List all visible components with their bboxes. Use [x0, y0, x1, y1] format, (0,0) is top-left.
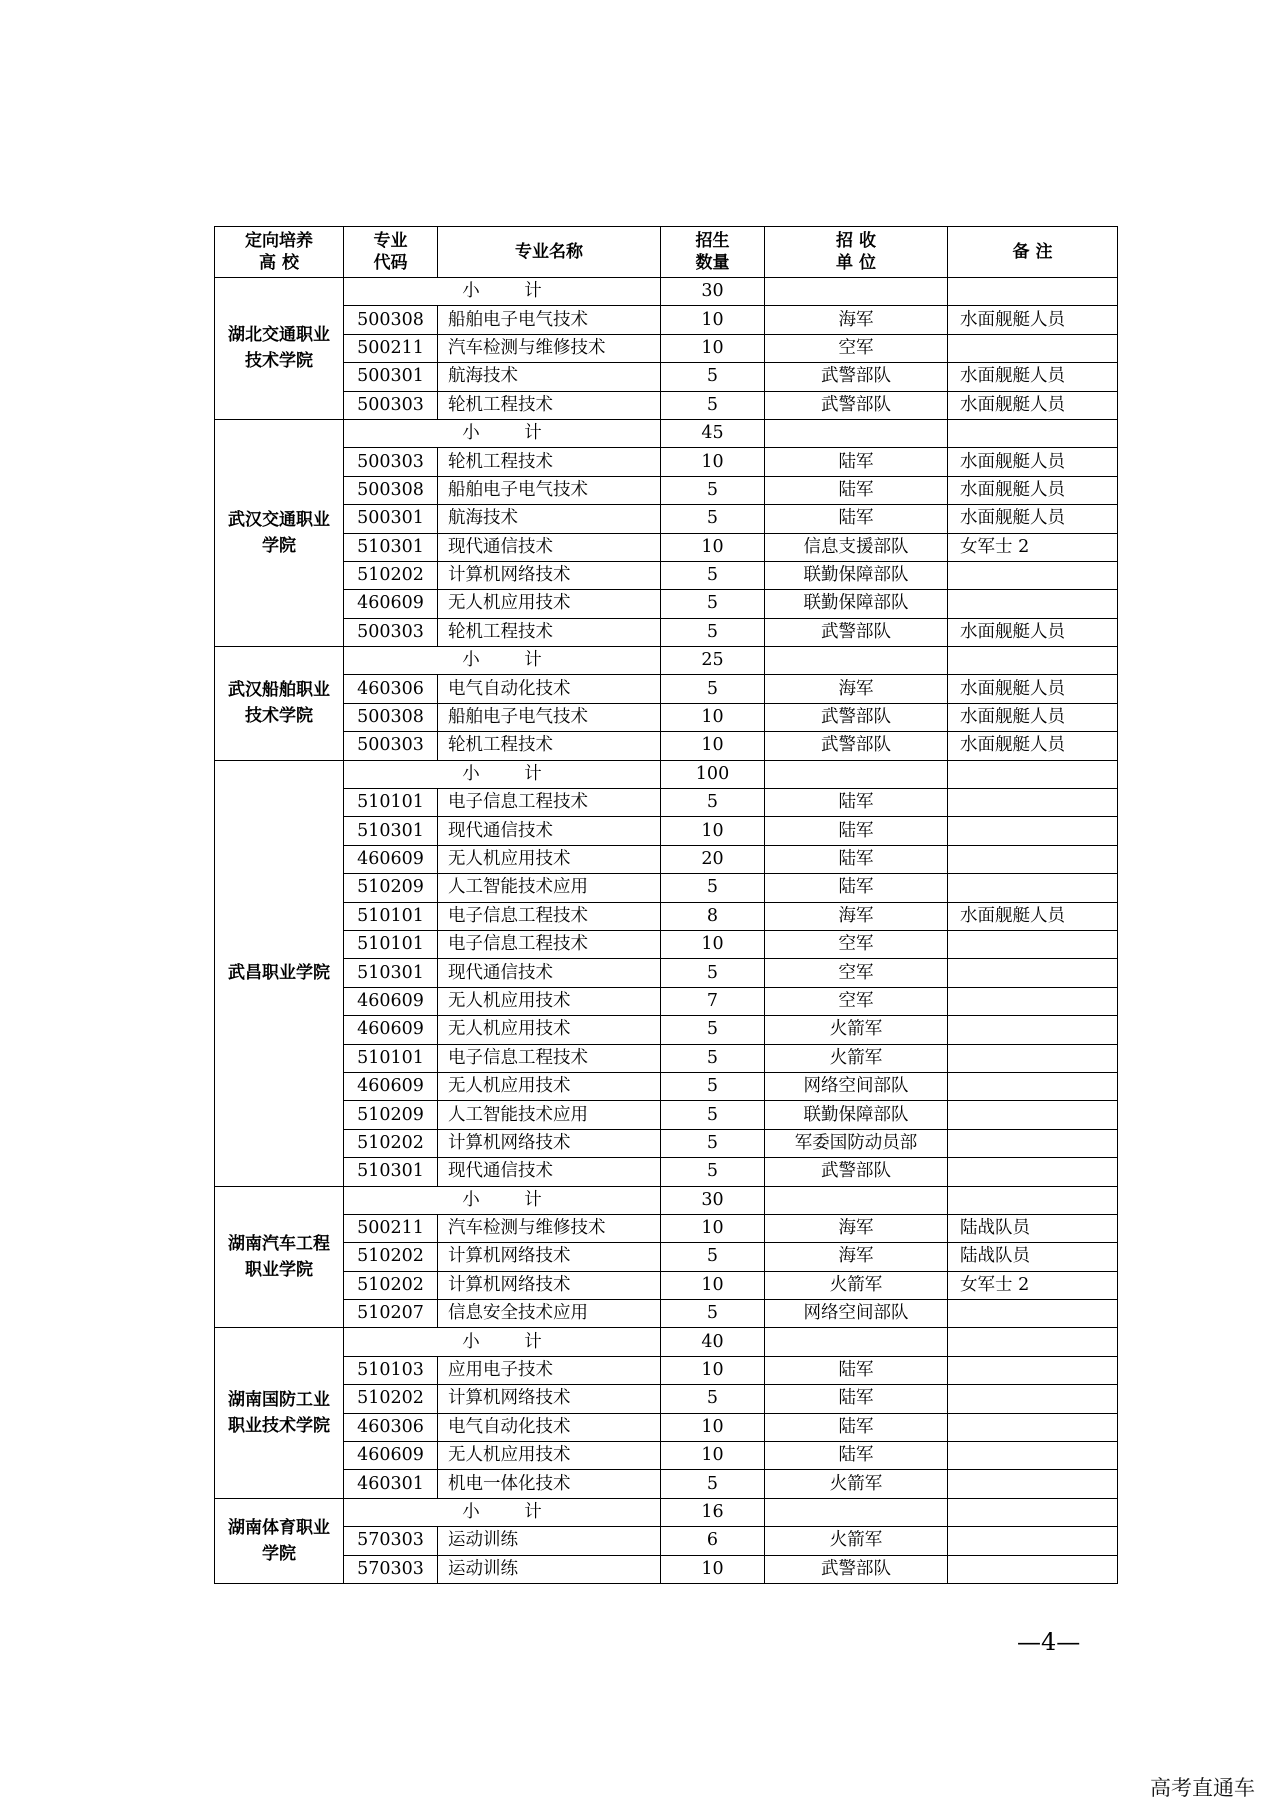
- enroll-count: 6: [661, 1527, 765, 1555]
- recruiting-unit: 陆军: [765, 505, 948, 533]
- subtotal-row: [215, 1498, 1118, 1526]
- table-row: [215, 845, 1118, 873]
- major-name: 计算机网络技术: [438, 561, 661, 589]
- recruiting-unit: 海军: [765, 1214, 948, 1242]
- major-code: 460306: [344, 675, 438, 703]
- major-name: 运动训练: [438, 1555, 661, 1583]
- table-row: [215, 306, 1118, 334]
- recruiting-unit: 武警部队: [765, 732, 948, 760]
- major-name: 计算机网络技术: [438, 1243, 661, 1271]
- table-row: [215, 448, 1118, 476]
- table-row: [215, 1243, 1118, 1271]
- major-name: 电子信息工程技术: [438, 1044, 661, 1072]
- recruiting-unit: 火箭军: [765, 1044, 948, 1072]
- table-row: [215, 505, 1118, 533]
- recruiting-unit: 武警部队: [765, 363, 948, 391]
- remark: 陆战队员: [948, 1243, 1118, 1271]
- enroll-count: 10: [661, 1356, 765, 1384]
- major-code: 460306: [344, 1413, 438, 1441]
- recruiting-unit: 联勤保障部队: [765, 561, 948, 589]
- major-code: 510202: [344, 1271, 438, 1299]
- subtotal-count: 40: [661, 1328, 765, 1356]
- remark: 女军士 2: [948, 1271, 1118, 1299]
- major-code: 500211: [344, 1214, 438, 1242]
- enroll-count: 5: [661, 675, 765, 703]
- recruiting-unit: 陆军: [765, 817, 948, 845]
- remark: [948, 1555, 1118, 1583]
- recruiting-unit: 军委国防动员部: [765, 1129, 948, 1157]
- subtotal-label: 小 计: [344, 278, 661, 306]
- remark: [948, 874, 1118, 902]
- enroll-count: 5: [661, 590, 765, 618]
- major-name: 无人机应用技术: [438, 1072, 661, 1100]
- remark: [948, 561, 1118, 589]
- table-row: [215, 1385, 1118, 1413]
- major-code: 500308: [344, 306, 438, 334]
- enroll-count: 5: [661, 874, 765, 902]
- table-row: [215, 789, 1118, 817]
- recruiting-unit: 陆军: [765, 789, 948, 817]
- remark: [948, 1072, 1118, 1100]
- major-name: 船舶电子电气技术: [438, 476, 661, 504]
- subtotal-empty-note: [948, 1328, 1118, 1356]
- major-code: 510202: [344, 1129, 438, 1157]
- major-name: 现代通信技术: [438, 533, 661, 561]
- recruiting-unit: 武警部队: [765, 618, 948, 646]
- enroll-count: 5: [661, 1044, 765, 1072]
- table-row: [215, 1072, 1118, 1100]
- remark: [948, 817, 1118, 845]
- subtotal-label: 小 计: [344, 647, 661, 675]
- remark: [948, 959, 1118, 987]
- subtotal-label: 小 计: [344, 1186, 661, 1214]
- enroll-count: 5: [661, 1300, 765, 1328]
- table-row: [215, 391, 1118, 419]
- enroll-count: 20: [661, 845, 765, 873]
- major-name: 电气自动化技术: [438, 1413, 661, 1441]
- subtotal-empty-note: [948, 1186, 1118, 1214]
- major-code: 510301: [344, 1158, 438, 1186]
- major-name: 轮机工程技术: [438, 391, 661, 419]
- major-code: 570303: [344, 1555, 438, 1583]
- major-name: 现代通信技术: [438, 1158, 661, 1186]
- major-code: 510301: [344, 959, 438, 987]
- subtotal-empty-note: [948, 278, 1118, 306]
- enroll-count: 10: [661, 732, 765, 760]
- recruiting-unit: 陆军: [765, 1413, 948, 1441]
- recruiting-unit: 空军: [765, 334, 948, 362]
- recruiting-unit: 空军: [765, 959, 948, 987]
- recruiting-unit: 网络空间部队: [765, 1072, 948, 1100]
- major-name: 轮机工程技术: [438, 732, 661, 760]
- enroll-count: 5: [661, 505, 765, 533]
- table-row: [215, 1158, 1118, 1186]
- major-code: 460609: [344, 1442, 438, 1470]
- remark: 水面舰艇人员: [948, 363, 1118, 391]
- subtotal-empty-unit: [765, 419, 948, 447]
- school-name: 武汉交通职业学院: [215, 419, 344, 646]
- major-code: 460609: [344, 1072, 438, 1100]
- header-unit: 招 收 单 位: [765, 227, 948, 278]
- major-name: 信息安全技术应用: [438, 1300, 661, 1328]
- major-name: 人工智能技术应用: [438, 874, 661, 902]
- subtotal-empty-note: [948, 647, 1118, 675]
- table-row: [215, 675, 1118, 703]
- remark: [948, 1385, 1118, 1413]
- enroll-count: 5: [661, 1016, 765, 1044]
- major-code: 460301: [344, 1470, 438, 1498]
- recruiting-unit: 武警部队: [765, 703, 948, 731]
- major-code: 510101: [344, 789, 438, 817]
- remark: [948, 1442, 1118, 1470]
- major-code: 510207: [344, 1300, 438, 1328]
- subtotal-label: 小 计: [344, 1498, 661, 1526]
- enroll-count: 5: [661, 1470, 765, 1498]
- table-row: [215, 533, 1118, 561]
- major-code: 510209: [344, 1101, 438, 1129]
- table-row: [215, 1016, 1118, 1044]
- major-name: 无人机应用技术: [438, 1442, 661, 1470]
- enroll-count: 10: [661, 1555, 765, 1583]
- recruiting-unit: 陆军: [765, 476, 948, 504]
- table-row: [215, 1129, 1118, 1157]
- table-row: [215, 1356, 1118, 1384]
- major-name: 运动训练: [438, 1527, 661, 1555]
- remark: 水面舰艇人员: [948, 448, 1118, 476]
- school-name: 湖北交通职业技术学院: [215, 278, 344, 420]
- major-name: 轮机工程技术: [438, 618, 661, 646]
- table-row: [215, 476, 1118, 504]
- remark: [948, 1044, 1118, 1072]
- remark: [948, 987, 1118, 1015]
- recruiting-unit: 陆军: [765, 1442, 948, 1470]
- table-body: [215, 278, 1118, 1584]
- subtotal-row: [215, 760, 1118, 788]
- major-code: 500301: [344, 363, 438, 391]
- major-code: 570303: [344, 1527, 438, 1555]
- enroll-count: 8: [661, 902, 765, 930]
- major-name: 电子信息工程技术: [438, 930, 661, 958]
- enrollment-table: [214, 226, 1118, 1584]
- major-name: 汽车检测与维修技术: [438, 1214, 661, 1242]
- subtotal-label: 小 计: [344, 419, 661, 447]
- header-count: 招生 数量: [661, 227, 765, 278]
- remark: [948, 334, 1118, 362]
- subtotal-empty-unit: [765, 278, 948, 306]
- remark: 水面舰艇人员: [948, 505, 1118, 533]
- major-code: 500303: [344, 618, 438, 646]
- major-code: 500308: [344, 476, 438, 504]
- enroll-count: 10: [661, 1413, 765, 1441]
- major-name: 电子信息工程技术: [438, 902, 661, 930]
- enroll-count: 5: [661, 1129, 765, 1157]
- header-note: 备 注: [948, 227, 1118, 278]
- remark: 水面舰艇人员: [948, 732, 1118, 760]
- remark: 水面舰艇人员: [948, 476, 1118, 504]
- school-name: 湖南体育职业学院: [215, 1498, 344, 1583]
- subtotal-row: [215, 647, 1118, 675]
- table-row: [215, 1101, 1118, 1129]
- enroll-count: 5: [661, 959, 765, 987]
- remark: 水面舰艇人员: [948, 902, 1118, 930]
- enroll-count: 10: [661, 306, 765, 334]
- table-row: [215, 959, 1118, 987]
- subtotal-label: 小 计: [344, 1328, 661, 1356]
- enroll-count: 10: [661, 448, 765, 476]
- enroll-count: 10: [661, 1214, 765, 1242]
- remark: [948, 1413, 1118, 1441]
- subtotal-count: 100: [661, 760, 765, 788]
- table-row: [215, 1413, 1118, 1441]
- recruiting-unit: 武警部队: [765, 1158, 948, 1186]
- enroll-count: 10: [661, 1442, 765, 1470]
- recruiting-unit: 武警部队: [765, 391, 948, 419]
- enroll-count: 5: [661, 1385, 765, 1413]
- major-code: 510202: [344, 1385, 438, 1413]
- remark: 水面舰艇人员: [948, 391, 1118, 419]
- subtotal-count: 30: [661, 1186, 765, 1214]
- table-row: [215, 1555, 1118, 1583]
- recruiting-unit: 武警部队: [765, 1555, 948, 1583]
- enroll-count: 5: [661, 618, 765, 646]
- major-code: 460609: [344, 845, 438, 873]
- major-name: 船舶电子电气技术: [438, 703, 661, 731]
- major-code: 500301: [344, 505, 438, 533]
- major-code: 460609: [344, 590, 438, 618]
- remark: 水面舰艇人员: [948, 703, 1118, 731]
- recruiting-unit: 陆军: [765, 1356, 948, 1384]
- remark: [948, 590, 1118, 618]
- table-row: [215, 618, 1118, 646]
- major-code: 510301: [344, 533, 438, 561]
- table-row: [215, 1300, 1118, 1328]
- table-row: [215, 590, 1118, 618]
- major-name: 计算机网络技术: [438, 1271, 661, 1299]
- major-code: 510202: [344, 1243, 438, 1271]
- enroll-count: 5: [661, 789, 765, 817]
- remark: [948, 1016, 1118, 1044]
- enroll-count: 5: [661, 1101, 765, 1129]
- major-name: 轮机工程技术: [438, 448, 661, 476]
- remark: [948, 789, 1118, 817]
- major-name: 现代通信技术: [438, 959, 661, 987]
- major-code: 500303: [344, 448, 438, 476]
- subtotal-empty-unit: [765, 1186, 948, 1214]
- remark: 水面舰艇人员: [948, 618, 1118, 646]
- major-name: 船舶电子电气技术: [438, 306, 661, 334]
- major-code: 510101: [344, 930, 438, 958]
- recruiting-unit: 网络空间部队: [765, 1300, 948, 1328]
- major-code: 500211: [344, 334, 438, 362]
- major-name: 无人机应用技术: [438, 1016, 661, 1044]
- major-name: 航海技术: [438, 363, 661, 391]
- remark: [948, 1101, 1118, 1129]
- major-name: 电子信息工程技术: [438, 789, 661, 817]
- recruiting-unit: 联勤保障部队: [765, 590, 948, 618]
- major-name: 计算机网络技术: [438, 1385, 661, 1413]
- school-name: 武昌职业学院: [215, 760, 344, 1186]
- table-row: [215, 1271, 1118, 1299]
- remark: [948, 930, 1118, 958]
- major-name: 电气自动化技术: [438, 675, 661, 703]
- recruiting-unit: 海军: [765, 1243, 948, 1271]
- recruiting-unit: 陆军: [765, 1385, 948, 1413]
- header-row: [215, 227, 1118, 278]
- table-row: [215, 334, 1118, 362]
- subtotal-label: 小 计: [344, 760, 661, 788]
- subtotal-row: [215, 419, 1118, 447]
- enroll-count: 10: [661, 703, 765, 731]
- enroll-count: 5: [661, 1158, 765, 1186]
- major-name: 计算机网络技术: [438, 1129, 661, 1157]
- recruiting-unit: 陆军: [765, 874, 948, 902]
- remark: [948, 845, 1118, 873]
- table-row: [215, 732, 1118, 760]
- major-code: 500303: [344, 732, 438, 760]
- major-code: 510202: [344, 561, 438, 589]
- recruiting-unit: 陆军: [765, 448, 948, 476]
- table-row: [215, 1044, 1118, 1072]
- recruiting-unit: 信息支援部队: [765, 533, 948, 561]
- major-code: 510301: [344, 817, 438, 845]
- enroll-count: 10: [661, 1271, 765, 1299]
- table-row: [215, 1214, 1118, 1242]
- enroll-count: 7: [661, 987, 765, 1015]
- recruiting-unit: 空军: [765, 987, 948, 1015]
- major-name: 无人机应用技术: [438, 987, 661, 1015]
- subtotal-count: 16: [661, 1498, 765, 1526]
- page-number: —4—: [1017, 1628, 1081, 1656]
- table-row: [215, 902, 1118, 930]
- table-row: [215, 874, 1118, 902]
- enroll-count: 5: [661, 1072, 765, 1100]
- subtotal-row: [215, 278, 1118, 306]
- table-row: [215, 817, 1118, 845]
- table-row: [215, 561, 1118, 589]
- major-name: 无人机应用技术: [438, 845, 661, 873]
- table-row: [215, 1470, 1118, 1498]
- recruiting-unit: 联勤保障部队: [765, 1101, 948, 1129]
- major-code: 500303: [344, 391, 438, 419]
- subtotal-row: [215, 1186, 1118, 1214]
- remark: [948, 1356, 1118, 1384]
- major-code: 510101: [344, 1044, 438, 1072]
- recruiting-unit: 火箭军: [765, 1271, 948, 1299]
- enroll-count: 10: [661, 817, 765, 845]
- recruiting-unit: 火箭军: [765, 1016, 948, 1044]
- subtotal-empty-note: [948, 760, 1118, 788]
- remark: [948, 1527, 1118, 1555]
- major-code: 460609: [344, 1016, 438, 1044]
- major-name: 机电一体化技术: [438, 1470, 661, 1498]
- recruiting-unit: 海军: [765, 675, 948, 703]
- recruiting-unit: 火箭军: [765, 1470, 948, 1498]
- header-school: 定向培养 高 校: [215, 227, 344, 278]
- major-name: 汽车检测与维修技术: [438, 334, 661, 362]
- major-name: 应用电子技术: [438, 1356, 661, 1384]
- header-code: 专业 代码: [344, 227, 438, 278]
- recruiting-unit: 海军: [765, 902, 948, 930]
- table-row: [215, 1442, 1118, 1470]
- enroll-count: 10: [661, 930, 765, 958]
- major-code: 460609: [344, 987, 438, 1015]
- school-name: 湖南汽车工程职业学院: [215, 1186, 344, 1328]
- remark: [948, 1470, 1118, 1498]
- subtotal-empty-unit: [765, 1328, 948, 1356]
- subtotal-count: 30: [661, 278, 765, 306]
- enroll-count: 5: [661, 561, 765, 589]
- table-row: [215, 987, 1118, 1015]
- subtotal-count: 25: [661, 647, 765, 675]
- subtotal-empty-note: [948, 1498, 1118, 1526]
- major-code: 500308: [344, 703, 438, 731]
- enroll-count: 5: [661, 476, 765, 504]
- enroll-count: 5: [661, 391, 765, 419]
- recruiting-unit: 火箭军: [765, 1527, 948, 1555]
- enroll-count: 5: [661, 363, 765, 391]
- remark: 水面舰艇人员: [948, 675, 1118, 703]
- enroll-count: 5: [661, 1243, 765, 1271]
- enroll-count: 10: [661, 334, 765, 362]
- subtotal-count: 45: [661, 419, 765, 447]
- subtotal-empty-unit: [765, 647, 948, 675]
- subtotal-empty-unit: [765, 760, 948, 788]
- major-code: 510101: [344, 902, 438, 930]
- table-row: [215, 1527, 1118, 1555]
- recruiting-unit: 海军: [765, 306, 948, 334]
- major-code: 510103: [344, 1356, 438, 1384]
- major-name: 现代通信技术: [438, 817, 661, 845]
- major-name: 人工智能技术应用: [438, 1101, 661, 1129]
- major-code: 510209: [344, 874, 438, 902]
- watermark: 高考直通车: [1150, 1776, 1255, 1800]
- table-row: [215, 930, 1118, 958]
- remark: [948, 1300, 1118, 1328]
- remark: 陆战队员: [948, 1214, 1118, 1242]
- subtotal-empty-note: [948, 419, 1118, 447]
- table-row: [215, 363, 1118, 391]
- recruiting-unit: 陆军: [765, 845, 948, 873]
- major-name: 航海技术: [438, 505, 661, 533]
- table-row: [215, 703, 1118, 731]
- school-name: 武汉船舶职业技术学院: [215, 647, 344, 761]
- header-major: 专业名称: [438, 227, 661, 278]
- remark: [948, 1158, 1118, 1186]
- subtotal-empty-unit: [765, 1498, 948, 1526]
- remark: 水面舰艇人员: [948, 306, 1118, 334]
- major-name: 无人机应用技术: [438, 590, 661, 618]
- enroll-count: 10: [661, 533, 765, 561]
- subtotal-row: [215, 1328, 1118, 1356]
- remark: [948, 1129, 1118, 1157]
- school-name: 湖南国防工业职业技术学院: [215, 1328, 344, 1498]
- remark: 女军士 2: [948, 533, 1118, 561]
- recruiting-unit: 空军: [765, 930, 948, 958]
